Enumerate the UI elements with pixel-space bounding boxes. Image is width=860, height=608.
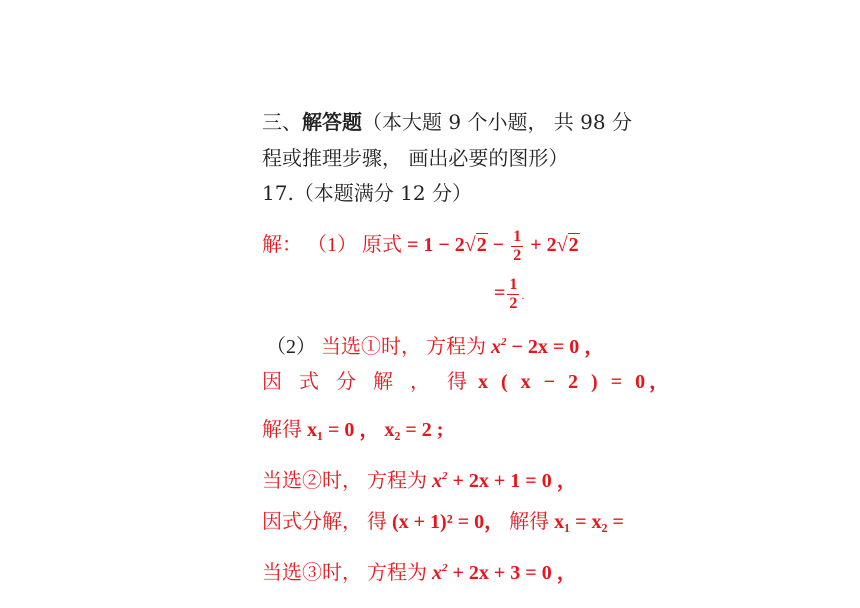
- case2-line: 当选②时， 方程为 $x^2 + 2x + 1 = 0$ ，: [262, 470, 577, 492]
- sqrt-term-2: √2: [556, 234, 579, 257]
- minus-sign: −: [487, 234, 510, 257]
- case2-eq: + 2x + 1 = 0 ，: [452, 470, 577, 492]
- result-fraction: $\frac{1}{2}$: [509, 276, 518, 312]
- factor2-expr: (x + 1)² = 0，: [392, 511, 505, 533]
- section-heading: [262, 110, 632, 134]
- case3-eq: + 2x + 3 = 0 ，: [452, 562, 577, 584]
- fraction-half: $\frac{1}{2}$: [513, 228, 522, 264]
- case2-text: 当选②时， 方程为: [262, 470, 427, 492]
- case3-line: 当选③时， 方程为 $x^2 + 2x + 3 = 0$ ，: [262, 562, 577, 584]
- sqrt-term: √2: [464, 234, 487, 257]
- question-label: 17.（本题满分 12 分）: [262, 181, 472, 205]
- part1-line: [262, 228, 580, 265]
- roots1-line: [262, 418, 443, 442]
- case1-text: 当选①时， 方程为: [321, 336, 486, 358]
- roots1-text: 解得: [262, 419, 302, 441]
- section-number: 三、: [262, 110, 302, 134]
- part1-prefix: 解： （1）: [262, 234, 357, 257]
- factor-expr: x ( x − 2 ) = 0，: [478, 371, 674, 393]
- roots2-expr: x₁ = x₂ =: [554, 511, 624, 533]
- section-instruction: 程或推理步骤， 画出必要的图形）: [262, 146, 569, 170]
- part1-result: = $\frac{1}{2}$ .: [494, 276, 525, 312]
- part1-expr-b: + 2: [525, 234, 557, 257]
- part2-prefix: （2）: [266, 336, 316, 358]
- factor2-line: [262, 510, 624, 534]
- part1-expr-a: = 1 − 2: [407, 234, 465, 257]
- factor-text: 因 式 分 解 ， 得: [262, 371, 473, 393]
- factor-line: [262, 370, 673, 394]
- section-description: （本大题 9 个小题， 共 98 分: [362, 110, 632, 134]
- roots1-expr: x₁ = 0 ， x₂ = 2 ;: [307, 419, 444, 441]
- result-equals: =: [494, 282, 506, 305]
- case3-text: 当选③时， 方程为: [262, 562, 427, 584]
- roots2-text: 解得: [509, 511, 550, 533]
- part1-lhs: 原式: [362, 234, 402, 257]
- part2-case1: （2） 当选①时， 方程为 $x^2 - 2x = 0$ ，: [266, 336, 605, 358]
- section-title: 解答题: [302, 110, 362, 134]
- factor2-text: 因式分解， 得: [262, 511, 387, 533]
- case1-eq: − 2x = 0 ，: [511, 336, 605, 358]
